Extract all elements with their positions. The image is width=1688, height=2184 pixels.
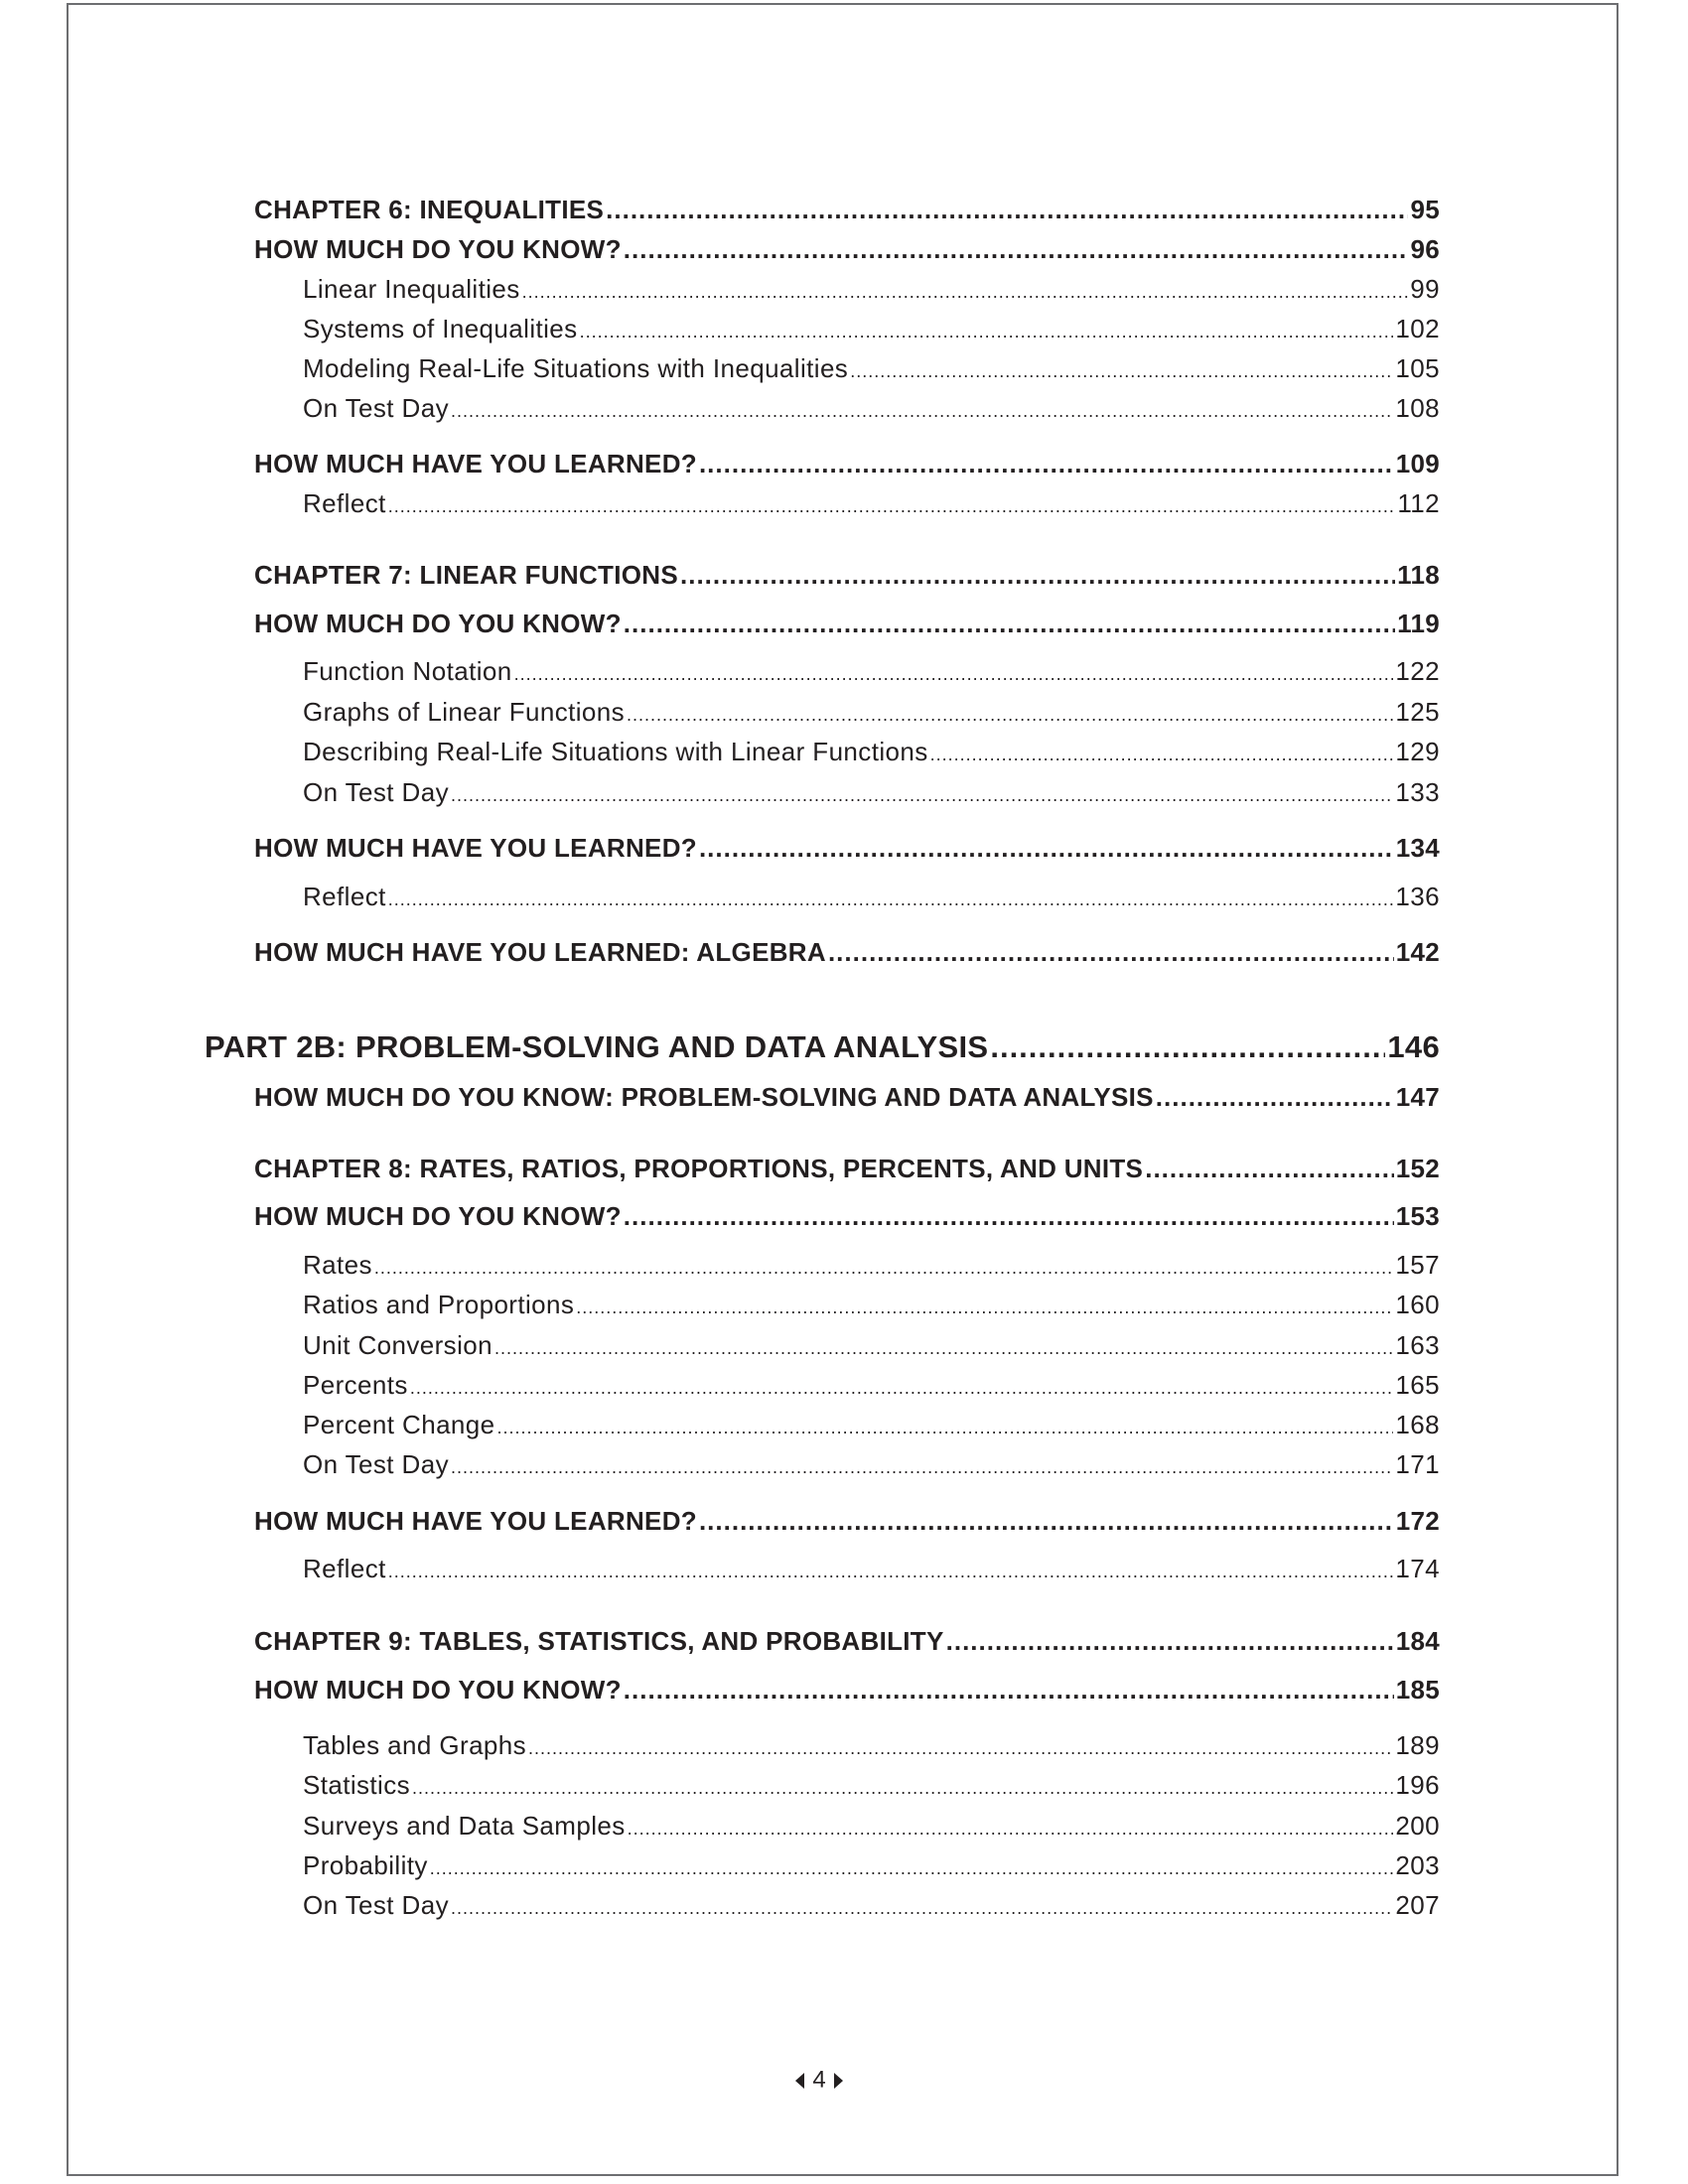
toc-entry-title: CHAPTER 9: TABLES, STATISTICS, AND PROBABILITY: [254, 1626, 944, 1656]
toc-entry-page: 153: [1395, 1201, 1440, 1231]
toc-entry[interactable]: [303, 739, 1440, 764]
dot-leader: [699, 1508, 1394, 1534]
toc-entry[interactable]: [254, 451, 1440, 477]
dot-leader: [1156, 1084, 1394, 1110]
dot-leader: [624, 1203, 1394, 1229]
toc-entry-page: 172: [1395, 1506, 1440, 1536]
dot-leader: [624, 611, 1395, 636]
toc-entry-title: Reflect: [303, 882, 386, 911]
toc-entry[interactable]: [303, 1732, 1440, 1758]
dot-leader: [627, 706, 1393, 724]
toc-entry-page: 160: [1395, 1290, 1440, 1319]
toc-entry-page: 119: [1397, 609, 1440, 638]
toc-entry[interactable]: [254, 197, 1440, 222]
toc-entry-page: 200: [1395, 1811, 1440, 1841]
dot-leader: [374, 1259, 1393, 1277]
dot-leader: [528, 1739, 1393, 1757]
toc-entry-title: Systems of Inequalities: [303, 314, 578, 343]
toc-entry-page: 122: [1395, 656, 1440, 686]
toc-entry-title: Rates: [303, 1250, 372, 1280]
toc-entry-title: PART 2B: PROBLEM-SOLVING AND DATA ANALYSIS: [205, 1029, 989, 1064]
toc-entry-title: HOW MUCH HAVE YOU LEARNED?: [254, 1506, 697, 1536]
dot-leader: [828, 939, 1394, 965]
dot-leader: [412, 1779, 1393, 1797]
dot-leader: [451, 786, 1393, 804]
dot-leader: [497, 1419, 1394, 1436]
toc-entry-title: Tables and Graphs: [303, 1730, 527, 1760]
toc-entry[interactable]: [254, 1508, 1440, 1534]
toc-entry[interactable]: [303, 1772, 1440, 1798]
dot-leader: [624, 1677, 1394, 1703]
toc-entry-page: 174: [1395, 1554, 1440, 1583]
toc-entry[interactable]: [254, 1203, 1440, 1229]
toc-entry-page: 133: [1395, 777, 1440, 807]
toc-entry-page: 112: [1397, 488, 1440, 518]
toc-entry-page: 102: [1395, 314, 1440, 343]
dot-leader: [430, 1859, 1394, 1877]
toc-entry-page: 171: [1395, 1449, 1440, 1479]
toc-entry-page: 189: [1395, 1730, 1440, 1760]
toc-entry-page: 142: [1395, 937, 1440, 967]
toc-entry-page: 147: [1395, 1082, 1440, 1112]
toc-entry-title: Modeling Real-Life Situations with Inequalities: [303, 353, 849, 383]
toc-entry-title: On Test Day: [303, 393, 449, 423]
toc-entry[interactable]: [303, 276, 1440, 302]
toc-entry-page: 207: [1395, 1890, 1440, 1920]
toc-entry-title: Reflect: [303, 1554, 386, 1583]
toc-entry-title: On Test Day: [303, 777, 449, 807]
toc-entry[interactable]: [254, 1156, 1440, 1181]
toc-entry-title: Unit Conversion: [303, 1330, 492, 1360]
toc-entry[interactable]: [303, 355, 1440, 381]
dot-leader: [388, 890, 1394, 908]
dot-leader: [388, 1563, 1394, 1580]
toc-entry-title: HOW MUCH HAVE YOU LEARNED: ALGEBRA: [254, 937, 826, 967]
toc-entry-page: 125: [1395, 697, 1440, 727]
dot-leader: [1145, 1156, 1394, 1181]
dot-leader: [946, 1628, 1394, 1654]
triangle-right-icon[interactable]: [834, 2073, 843, 2089]
dot-leader: [451, 1458, 1393, 1476]
toc-entry[interactable]: [303, 699, 1440, 725]
dot-leader: [514, 665, 1394, 683]
toc-entry[interactable]: [303, 1813, 1440, 1839]
page-number: 4: [812, 2066, 826, 2094]
dot-leader: [606, 197, 1408, 222]
toc-entry-page: 196: [1395, 1770, 1440, 1800]
toc-entry-title: CHAPTER 7: LINEAR FUNCTIONS: [254, 560, 678, 590]
dot-leader: [576, 1298, 1393, 1316]
dot-leader: [624, 236, 1409, 262]
toc-entry[interactable]: [303, 1292, 1440, 1317]
toc-entry[interactable]: [254, 939, 1440, 965]
toc-entry[interactable]: [254, 1628, 1440, 1654]
toc-entry-title: Describing Real-Life Situations with Linear Functions: [303, 737, 928, 766]
dot-leader: [930, 746, 1394, 763]
toc-entry-title: Percent Change: [303, 1410, 495, 1439]
toc-entry-title: Statistics: [303, 1770, 411, 1800]
dot-leader: [580, 323, 1394, 341]
toc-entry[interactable]: [303, 490, 1440, 516]
toc-entry-title: HOW MUCH HAVE YOU LEARNED?: [254, 833, 697, 863]
dot-leader: [451, 402, 1393, 420]
toc-entry-title: Ratios and Proportions: [303, 1290, 575, 1319]
toc-entry-title: On Test Day: [303, 1449, 449, 1479]
toc-entry-page: 108: [1395, 393, 1440, 423]
dot-leader: [699, 451, 1394, 477]
toc-entry[interactable]: [303, 1412, 1440, 1437]
toc-entry-page: 163: [1395, 1330, 1440, 1360]
dot-leader: [628, 1820, 1394, 1838]
dot-leader: [494, 1339, 1393, 1357]
toc-entry[interactable]: [303, 1332, 1440, 1358]
toc-entry-page: 134: [1395, 833, 1440, 863]
toc-entry[interactable]: [303, 1252, 1440, 1278]
dot-leader: [410, 1379, 1394, 1397]
toc-entry-page: 146: [1387, 1029, 1440, 1064]
toc-entry-title: Reflect: [303, 488, 386, 518]
dot-leader: [388, 497, 1396, 515]
toc-entry-title: HOW MUCH DO YOU KNOW?: [254, 1201, 622, 1231]
toc-entry-page: 99: [1410, 274, 1440, 304]
toc-entry-page: 165: [1395, 1370, 1440, 1400]
toc-entry[interactable]: [303, 1556, 1440, 1581]
toc-entry-page: 96: [1410, 234, 1440, 264]
toc-entry[interactable]: [254, 835, 1440, 861]
toc-entry-title: HOW MUCH DO YOU KNOW?: [254, 609, 622, 638]
toc-entry-title: CHAPTER 6: INEQUALITIES: [254, 195, 605, 224]
toc-entry[interactable]: [303, 1852, 1440, 1878]
toc-entry-page: 157: [1395, 1250, 1440, 1280]
triangle-left-icon[interactable]: [795, 2073, 804, 2089]
page-number-footer: [0, 2066, 1638, 2095]
toc-entry-page: 203: [1395, 1850, 1440, 1880]
toc-entry[interactable]: [303, 1372, 1440, 1398]
toc-entry-title: HOW MUCH DO YOU KNOW?: [254, 1675, 622, 1705]
dot-leader: [699, 835, 1394, 861]
toc-entry[interactable]: [303, 884, 1440, 909]
toc-entry-page: 105: [1395, 353, 1440, 383]
toc-entry-title: HOW MUCH DO YOU KNOW?: [254, 234, 622, 264]
toc-entry[interactable]: [303, 1451, 1440, 1477]
toc-entry-title: Surveys and Data Samples: [303, 1811, 626, 1841]
toc-entry[interactable]: [303, 779, 1440, 805]
toc-entry-page: 129: [1395, 737, 1440, 766]
toc-entry-title: HOW MUCH HAVE YOU LEARNED?: [254, 449, 697, 478]
toc-entry[interactable]: [254, 611, 1440, 636]
toc-entry-page: 109: [1395, 449, 1440, 478]
toc-entry-page: 95: [1410, 195, 1440, 224]
dot-leader: [451, 1899, 1393, 1917]
toc-entry-title: HOW MUCH DO YOU KNOW: PROBLEM-SOLVING AND DATA ANALYSIS: [254, 1082, 1154, 1112]
toc-entry[interactable]: [303, 316, 1440, 341]
toc-entry-title: Graphs of Linear Functions: [303, 697, 626, 727]
toc-entry-title: On Test Day: [303, 1890, 449, 1920]
toc-entry-page: 136: [1395, 882, 1440, 911]
toc-entry[interactable]: [254, 1084, 1440, 1110]
dot-leader: [990, 1031, 1385, 1062]
toc-entry-title: Function Notation: [303, 656, 512, 686]
dot-leader: [522, 283, 1409, 301]
dot-leader: [850, 362, 1393, 380]
toc-entry[interactable]: [254, 236, 1440, 262]
toc-entry-title: Linear Inequalities: [303, 274, 520, 304]
toc-entry[interactable]: [254, 1677, 1440, 1703]
toc-entry-title: Percents: [303, 1370, 408, 1400]
toc-entry[interactable]: [254, 562, 1440, 588]
toc-entry-page: 118: [1397, 560, 1440, 590]
toc-entry[interactable]: [303, 395, 1440, 421]
toc-entry[interactable]: [303, 658, 1440, 684]
toc-entry-page: 185: [1395, 1675, 1440, 1705]
dot-leader: [680, 562, 1395, 588]
toc-part-entry[interactable]: [205, 1031, 1440, 1062]
toc-entry-page: 152: [1395, 1154, 1440, 1183]
toc-entry-page: 168: [1395, 1410, 1440, 1439]
toc-entry-page: 184: [1395, 1626, 1440, 1656]
toc-entry-title: CHAPTER 8: RATES, RATIOS, PROPORTIONS, PERCENTS, AND UNITS: [254, 1154, 1144, 1183]
toc-entry-title: Probability: [303, 1850, 428, 1880]
toc-entry[interactable]: [303, 1892, 1440, 1918]
